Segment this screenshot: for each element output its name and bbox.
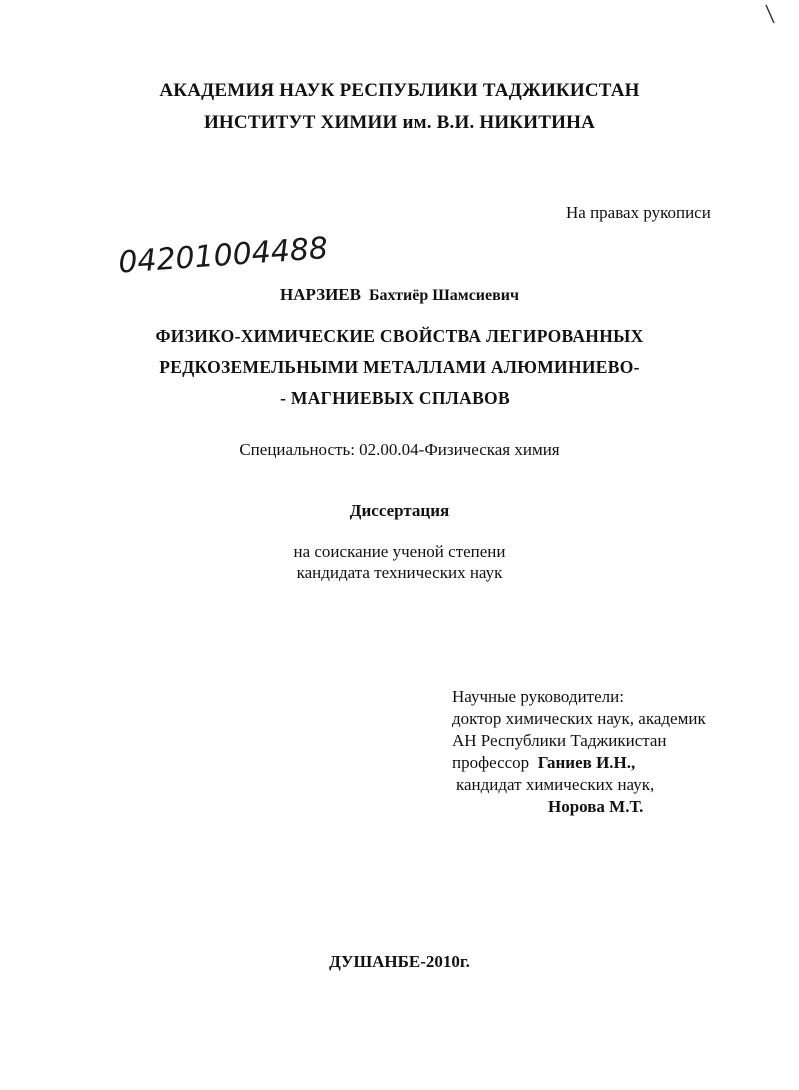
rights-note: На правах рукописи (566, 203, 711, 222)
supervisors-block (452, 686, 706, 818)
title-line-1: ФИЗИКО-ХИМИЧЕСКИЕ СВОЙСТВА ЛЕГИРОВАННЫХ (155, 326, 644, 346)
handwritten-number-text: 04201004488 (117, 231, 330, 281)
supervisor-1-academy: АН Республики Таджикистан (452, 731, 667, 750)
degree-line-2: кандидата технических наук (296, 563, 503, 582)
degree-line-1: на соискание ученой степени (293, 542, 506, 561)
author-given-names: Бахтиёр Шамсиевич (368, 287, 519, 304)
supervisor-2-title: кандидат химических наук, (456, 775, 655, 794)
academy-name: АКАДЕМИЯ НАУК РЕСПУБЛИКИ ТАДЖИКИСТАН (159, 80, 640, 101)
supervisor-1-name: Ганиев И.Н., (537, 753, 636, 772)
supervisor-1-rank: профессор (452, 753, 530, 772)
specialty: Специальность: 02.00.04-Физическая химия (239, 440, 560, 459)
city-year: ДУШАНБЕ-2010г. (329, 952, 470, 971)
supervisor-2-row (452, 796, 706, 818)
author-name (0, 285, 799, 305)
handwritten-registration-number (117, 228, 330, 281)
corner-pen-mark (764, 4, 776, 24)
supervisor-1-title: доктор химических наук, академик (452, 709, 706, 728)
title-line-2: РЕДКОЗЕМЕЛЬНЫМИ МЕТАЛЛАМИ АЛЮМИНИЕВО- (159, 357, 640, 377)
supervisors-heading: Научные руководители: (452, 687, 624, 706)
supervisor-2-name: Норова М.Т. (548, 797, 644, 816)
institute-name: ИНСТИТУТ ХИМИИ им. В.И. НИКИТИНА (203, 112, 596, 133)
supervisor-1-row (452, 752, 706, 774)
author-surname: НАРЗИЕВ (280, 285, 361, 304)
title-line-3: - МАГНИЕВЫХ СПЛАВОВ (280, 388, 510, 408)
document-type: Диссертация (349, 501, 450, 520)
